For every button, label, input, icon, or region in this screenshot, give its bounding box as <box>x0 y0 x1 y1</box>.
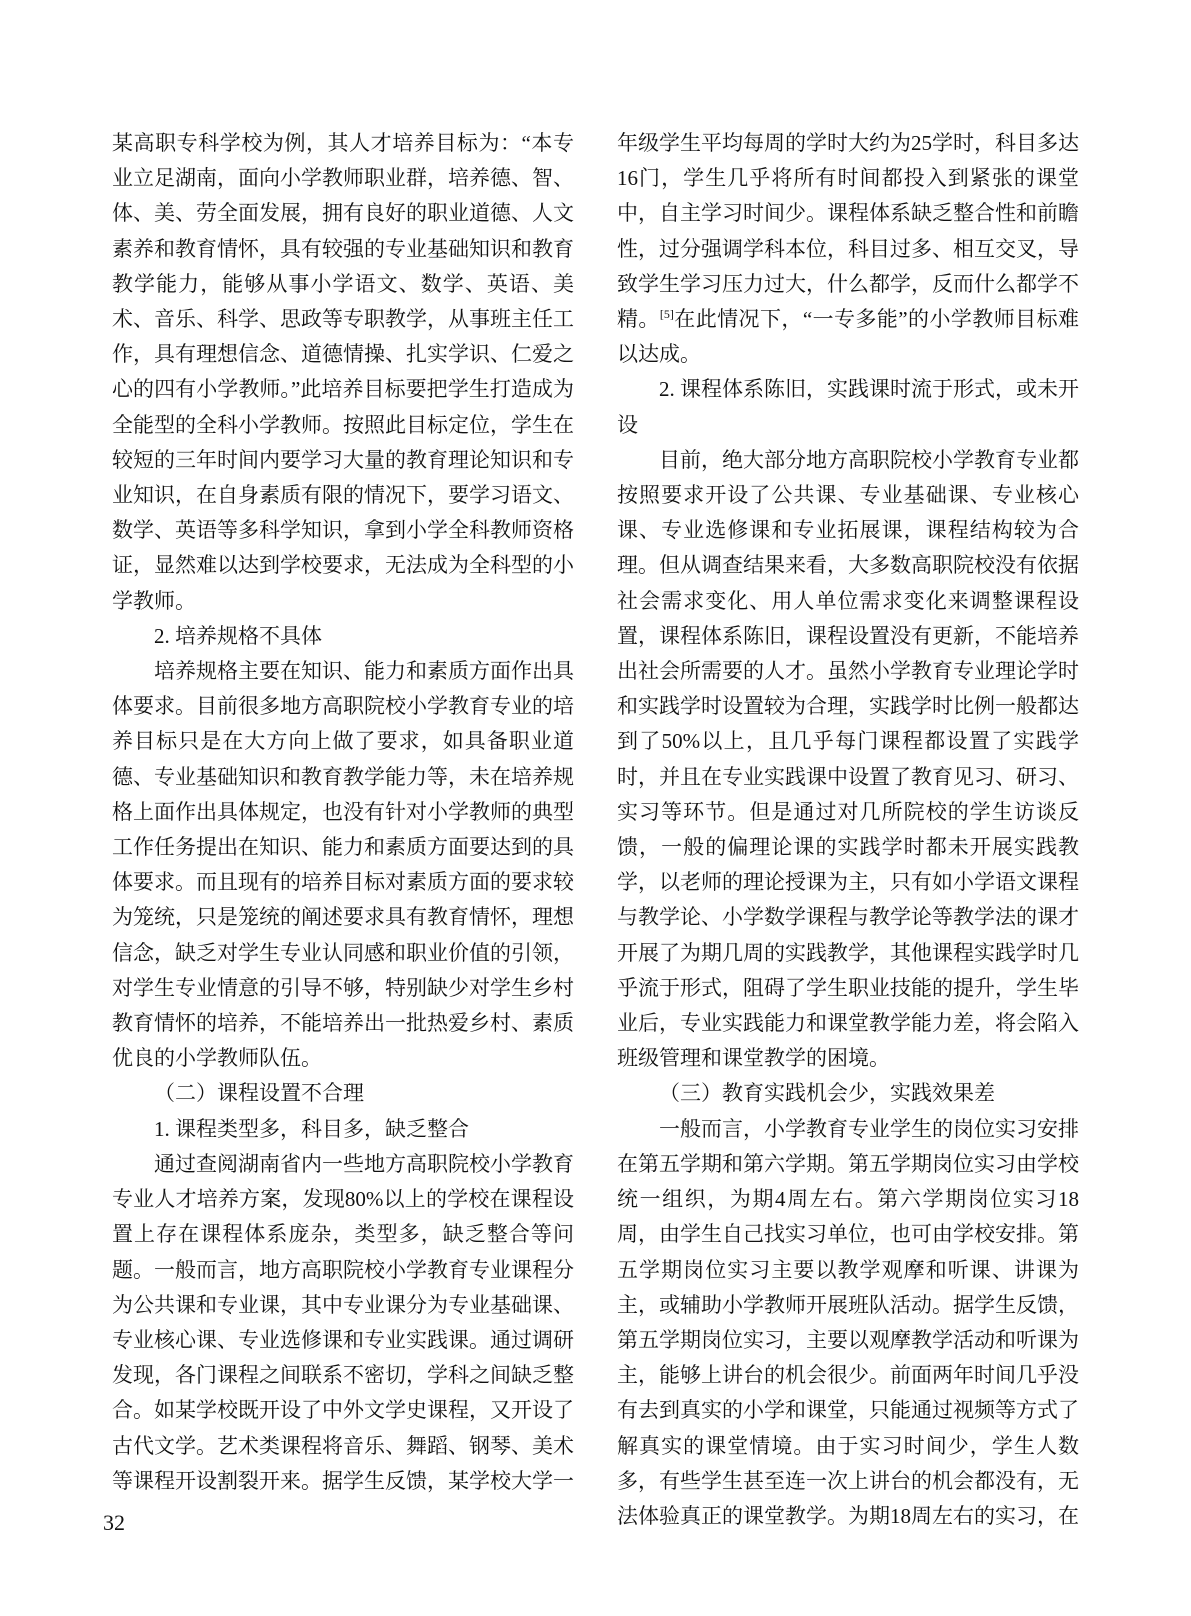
paragraph-text: 在此情况下，“一专多能”的小学教师目标难以达成。 <box>617 307 1080 367</box>
paragraph-curriculum-outdated-body: 目前，绝大部分地方高职院校小学教育专业都按照要求开设了公共课、专业基础课、专业核心课、专业选修课和专业拓展课，课程结构较为合理。但从调查结果来看，大多数高职院校没有依据社会需求变化、用人单位需求变化来调整课程设置，课程体系陈旧，课程设置没有更新，不能培养出社会所需要的人才。虽然小学教育专业理论学时和实践学时设置较为合理，实践学时比例一般都达到了50%以上，且几乎每门课程都设置了实践学时，并且在专业实践课中设置了教育见习、研习、实习等环节。但是通过对几所院校的学生访谈反馈，一般的偏理论课的实践学时都未开展实践教学，以老师的理论授课为主，只有如小学语文课程与教学论、小学数学课程与教学论等教学法的课才开展了为期几周的实践教学，其他课程实践学时几乎流于形式，阻碍了学生职业技能的提升，学生毕业后，专业实践能力和课堂教学能力差，将会陷入班级管理和课堂教学的困境。 <box>617 447 1079 1071</box>
paragraph-course-types-body: 通过查阅湖南省内一些地方高职院校小学教育专业人才培养方案，发现80%以上的学校在课程设置上存在课程体系庞杂，类型多，缺乏整合等问题。一般而言，地方高职院校小学教育专业课程分为公共课和专业课，其中专业课分为专业基础课、专业核心课、专业选修课和专业实践课。通过调研发现，各门课程之间联系不密切，学科之间缺乏整合。如某学校既开设了中外文学史课程，又开设了古代文学。艺术类课程将音乐、舞蹈、钢琴、美术等课程开设割裂开来。据学生反馈，某学校大学一 <box>112 1151 574 1493</box>
paragraph-study-load-continuation <box>617 126 1079 372</box>
subheading-course-types-many: 1. 课程类型多，科目多，缺乏整合 <box>154 1116 469 1141</box>
left-column <box>112 126 574 1499</box>
paragraph-training-spec-body: 培养规格主要在知识、能力和素质方面作出具体要求。目前很多地方高职院校小学教育专业的培养目标只是在大方向上做了要求，如具备职业道德、专业基础知识和教育教学能力等，未在培养规格上面作出具体规定，也没有针对小学教师的典型工作任务提出在知识、能力和素质方面要达到的具体要求。而且现有的培养目标对素质方面的要求较为笼统，只是笼统的阐述要求具有教育情怀，理想信念，缺乏对学生专业认同感和职业价值的引领，对学生专业情意的引导不够，特别缺少对学生乡村教育情怀的培养，不能培养出一批热爱乡村、素质优良的小学教师队伍。 <box>112 659 574 1071</box>
paragraph-practice-opportunities-body: 一般而言，小学教育专业学生的岗位实习安排在第五学期和第六学期。第五学期岗位实习由学校统一组织，为期4周左右。第六学期岗位实习18周，由学生自己找实习单位，也可由学校安排。第五学期岗位实习主要以教学观摩和听课、讲课为主，或辅助小学教师开展班队活动。据学生反馈，第五学期岗位实习，主要以观摩教学活动和听课为主，能够上讲台的机会很少。前面两年时间几乎没有去到真实的小学和课堂，只能通过视频等方式了解真实的课堂情境。由于实习时间少，学生人数多，有些学生甚至连一次上讲台的机会都没有，无法体验真正的课堂教学。为期18周左右的实习，在 <box>617 1116 1079 1528</box>
subheading-training-spec-not-specific: 2. 培养规格不具体 <box>154 623 322 648</box>
subheading-curriculum-unreasonable: （二）课程设置不合理 <box>154 1081 364 1106</box>
paragraph-training-goal-continuation: 某高职专科学校为例，其人才培养目标为：“本专业立足湖南，面向小学教师职业群，培养德、智、体、美、劳全面发展，拥有良好的职业道德、人文素养和教育情怀，具有较强的专业基础知识和教育教学能力，能够从事小学语文、数学、英语、美术、音乐、科学、思政等专职教学，从事班主任工作，具有理想信念、道德情操、扎实学识、仁爱之心的四有小学教师。”此培养目标要把学生打造成为全能型的全科小学教师。按照此目标定位，学生在较短的三年时间内要学习大量的教育理论知识和专业知识，在自身素质有限的情况下，要学习语文、数学、英语等多科学知识，拿到小学全科教师资格证，显然难以达到学校要求，无法成为全科型的小学教师。 <box>112 131 574 613</box>
right-column <box>617 126 1079 1534</box>
subheading-curriculum-outdated: 2. 课程体系陈旧，实践课时流于形式，或未开设 <box>617 377 1079 437</box>
footnote-reference-5: [5] <box>659 307 674 322</box>
paragraph-text: 年级学生平均每周的学时大约为25学时，科目多达16门，学生几乎将所有时间都投入到紧张的课堂中，自主学习时间少。课程体系缺乏整合性和前瞻性，过分强调学科本位，科目过多、相互交叉，导致学生学习压力过大，什么都学，反而什么都学不精。 <box>617 131 1079 332</box>
subheading-practice-opportunities-few: （三）教育实践机会少，实践效果差 <box>659 1081 995 1106</box>
page-number: 32 <box>103 1510 125 1535</box>
